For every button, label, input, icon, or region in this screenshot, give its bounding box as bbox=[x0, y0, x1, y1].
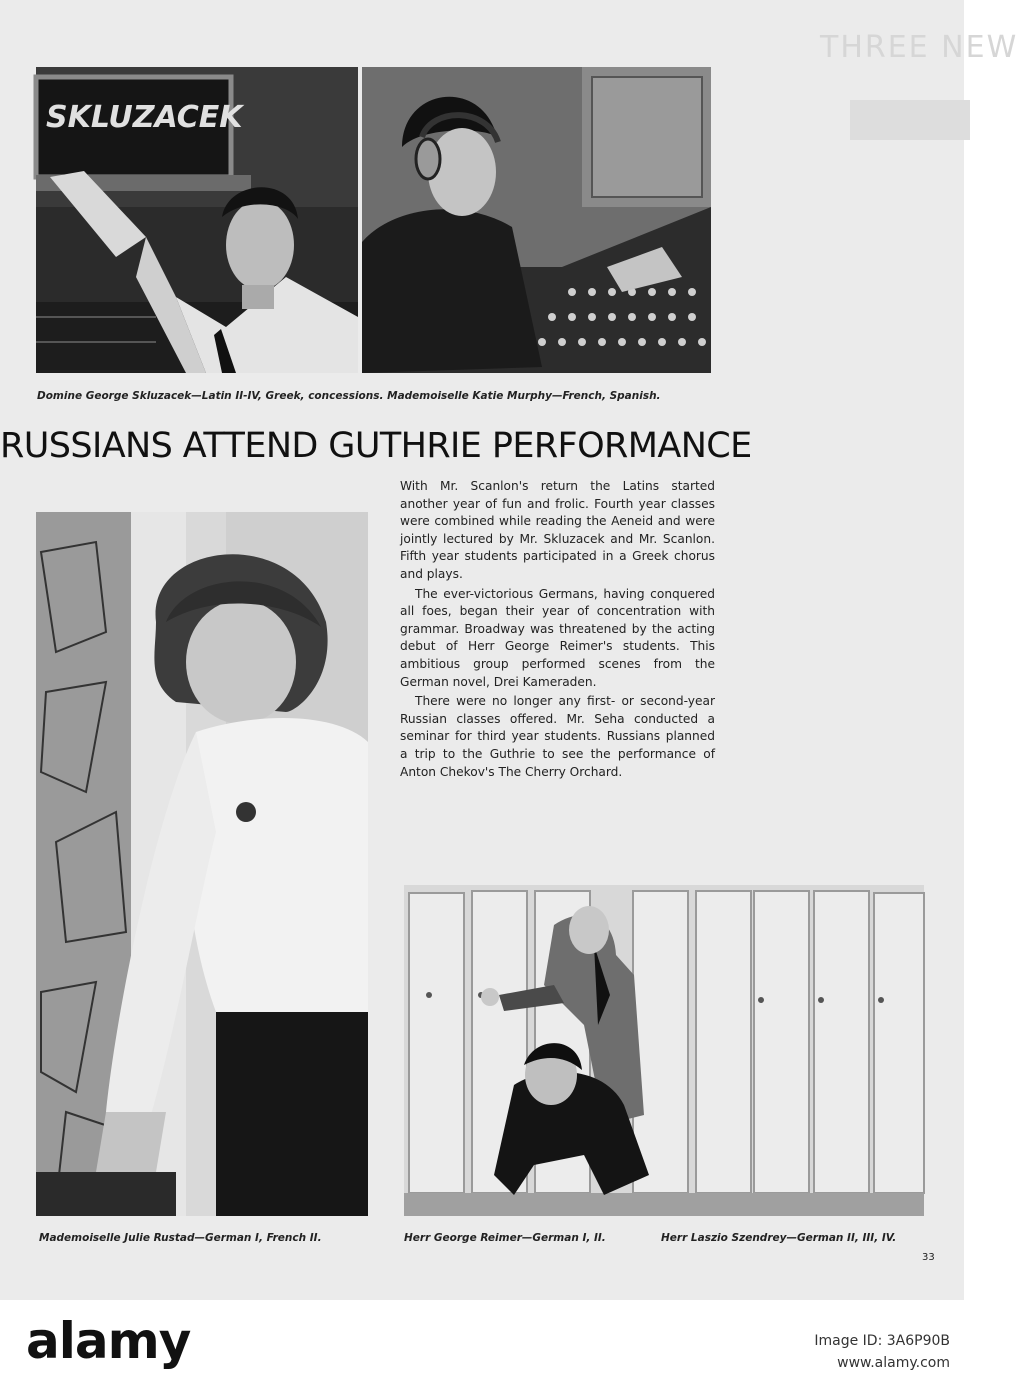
caption-top: Domine George Skluzacek—Latin II-IV, Greek, concessions. Mademoiselle Katie Murphy—French, Spanish. bbox=[37, 390, 661, 402]
page-headline: RUSSIANS ATTEND GUTHRIE PERFORMANCE bbox=[0, 426, 752, 466]
article-paragraph-latin: With Mr. Scanlon's return the Latins started another year of fun and frolic. Fourth year classes were combined while reading the Aeneid and were jointly lectured by Mr. Skluzacek and Mr. Scanlon. Fifth year students participated in a Greek chorus and plays. bbox=[400, 479, 715, 581]
stock-watermark-banner bbox=[0, 1300, 964, 1390]
bleed-through-block bbox=[850, 100, 970, 140]
photo-lockers bbox=[404, 885, 924, 1216]
photo-murphy bbox=[362, 67, 711, 373]
brand-logo: alamy bbox=[26, 1312, 191, 1370]
photo-rustad bbox=[36, 512, 368, 1216]
article-paragraph-russian: There were no longer any first- or second-year Russian classes offered. Mr. Seha conducted a seminar for third year students. Russians planned a trip to the Guthrie to see the performance of Anton Chekov's The Cherry Orchard. bbox=[400, 694, 715, 779]
photo-skluzacek bbox=[36, 67, 358, 373]
bleed-through-text: THREE NEW bbox=[820, 30, 1018, 65]
image-id: Image ID: 3A6P90B bbox=[814, 1333, 950, 1349]
caption-rustad: Mademoiselle Julie Rustad—German I, French II. bbox=[39, 1232, 322, 1244]
site-url: www.alamy.com bbox=[837, 1355, 950, 1371]
caption-szendrey: Herr Laszio Szendrey—German II, III, IV. bbox=[661, 1232, 897, 1244]
caption-reimer: Herr George Reimer—German I, II. bbox=[404, 1232, 606, 1244]
banner-info bbox=[690, 1330, 950, 1374]
sign-text: SKLUZACEK bbox=[46, 100, 243, 135]
article-paragraph-german: The ever-victorious Germans, having conquered all foes, began their year of concentration with grammar. Broadway was threatened by the acting debut of Herr George Reimer's students. This ambitious group performed scenes from the German novel, Drei Kameraden. bbox=[400, 586, 715, 689]
article-body bbox=[400, 478, 715, 783]
page-number: 33 bbox=[922, 1252, 935, 1263]
